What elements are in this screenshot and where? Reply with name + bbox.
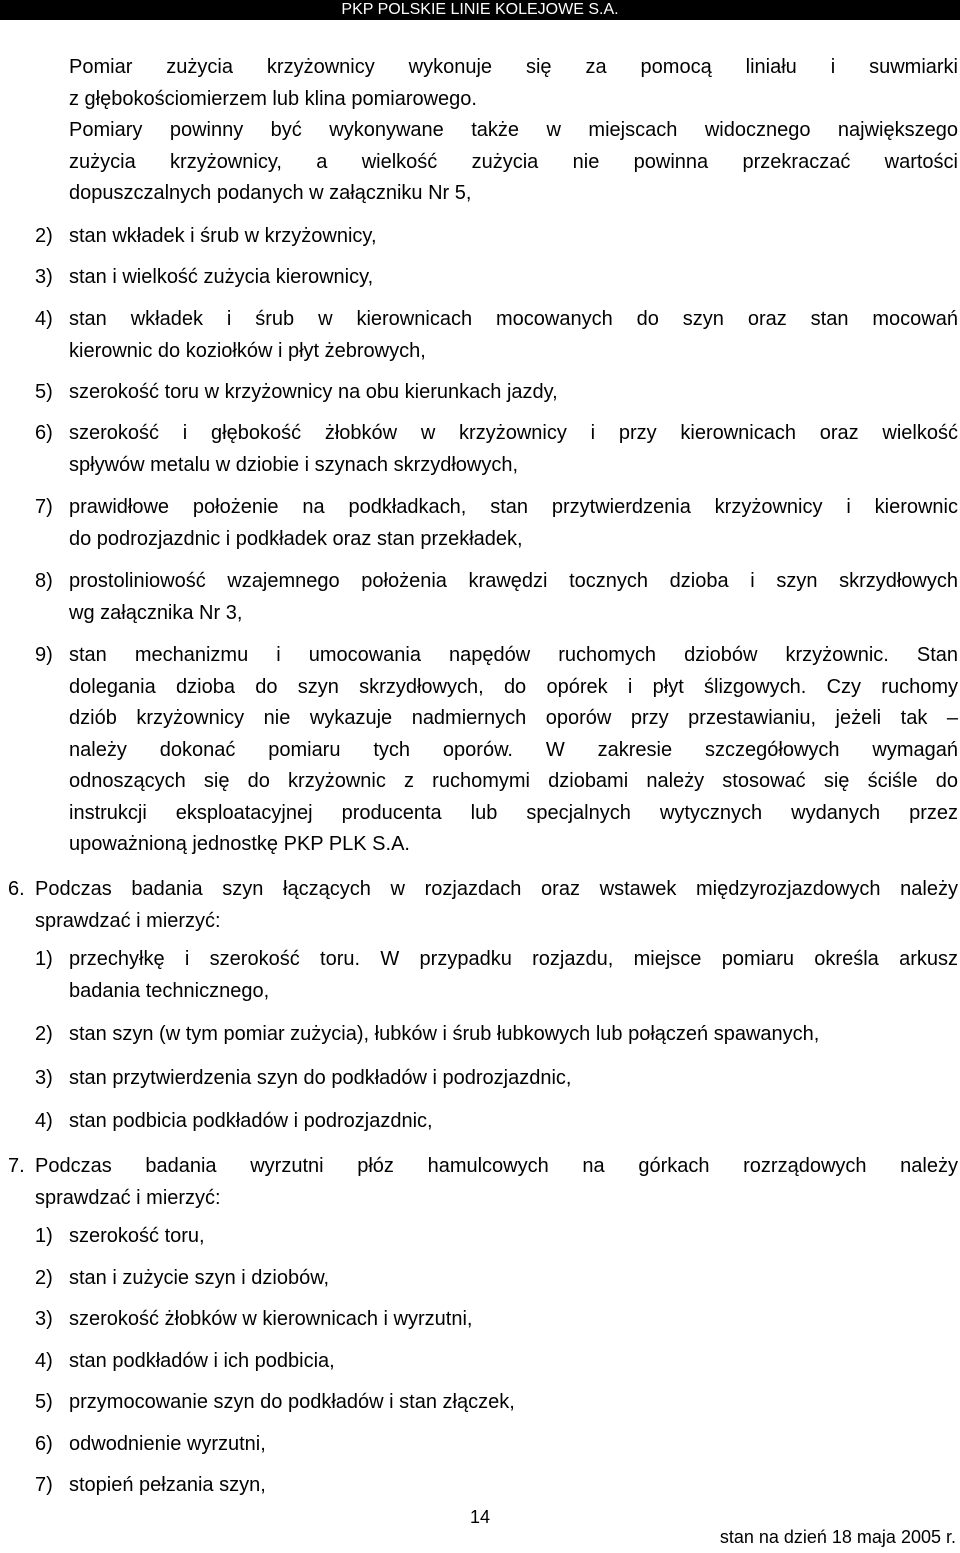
text-line: szerokość toru, bbox=[69, 1225, 205, 1247]
item-number: 1) bbox=[35, 948, 53, 970]
header-title: PKP POLSKIE LINIE KOLEJOWE S.A. bbox=[341, 1, 619, 18]
intro-paragraph bbox=[69, 52, 958, 210]
text-line: Pomiar zużycia krzyżownicy wykonuje się za pomocą liniału i suwmiarki bbox=[69, 56, 958, 78]
item-number: 4) bbox=[35, 1110, 53, 1132]
item-number: 4) bbox=[35, 1350, 53, 1372]
text-line: zużycia krzyżownicy, a wielkość zużycia nie powinna przekraczać wartości bbox=[69, 150, 958, 173]
text-line: Podczas badania wyrzutni płóz hamulcowych na górkach rozrządowych należy bbox=[35, 1155, 958, 1177]
text-line: stan podkładów i ich podbicia, bbox=[69, 1350, 335, 1372]
item-number: 7) bbox=[35, 496, 53, 518]
page-number: 14 bbox=[470, 1507, 491, 1527]
text-line: sprawdzać i mierzyć: bbox=[35, 1186, 221, 1209]
text-line: stan szyn (w tym pomiar zużycia), łubków i śrub łubkowych lub połączeń spawanych, bbox=[69, 1023, 820, 1045]
list-item bbox=[35, 1429, 958, 1461]
text-line: z głębokościomierzem lub klina pomiarowego. bbox=[69, 87, 477, 110]
item-number: 3) bbox=[35, 1308, 53, 1330]
list-item bbox=[35, 1221, 958, 1253]
text-line: kierownic do koziołków i płyt żebrowych, bbox=[69, 339, 426, 362]
item-number: 6) bbox=[35, 422, 53, 444]
list-item bbox=[35, 1304, 958, 1336]
text-line: przechyłkę i szerokość toru. W przypadku rozjazdu, miejsce pomiaru określa arkusz bbox=[69, 948, 958, 970]
list-item bbox=[35, 1019, 958, 1051]
text-line: odnoszących się do krzyżownic z ruchomymi dziobami należy stosować się ściśle do bbox=[69, 770, 958, 792]
list-item bbox=[35, 304, 958, 367]
document-header bbox=[0, 0, 960, 20]
text-line: spływów metalu w dziobie i szynach skrzydłowych, bbox=[69, 453, 519, 476]
item-number: 2) bbox=[35, 1023, 53, 1045]
item-number: 6) bbox=[35, 1433, 53, 1455]
text-line: należy dokonać pomiaru tych oporów. W zakresie szczegółowych wymagań bbox=[69, 738, 958, 761]
list-item bbox=[35, 418, 958, 481]
item-number: 4) bbox=[35, 308, 53, 330]
text-line: badania technicznego, bbox=[69, 979, 270, 1002]
list-item bbox=[35, 492, 958, 555]
list-item bbox=[35, 262, 958, 294]
list-item bbox=[35, 377, 958, 409]
text-line: prawidłowe położenie na podkładkach, stan przytwierdzenia krzyżownicy i kierownic bbox=[69, 496, 958, 518]
text-line: szerokość toru w krzyżownicy na obu kierunkach jazdy, bbox=[69, 381, 558, 403]
list-item bbox=[35, 1346, 958, 1378]
section-number: 7. bbox=[8, 1155, 25, 1177]
revision-date: stan na dzień 18 maja 2005 r. bbox=[719, 1527, 956, 1547]
item-number: 2) bbox=[35, 1267, 53, 1289]
text-line: stan i zużycie szyn i dziobów, bbox=[69, 1267, 330, 1289]
text-line: wg załącznika Nr 3, bbox=[69, 601, 243, 624]
text-line: stan wkładek i śrub w kierownicach mocowanych do szyn oraz stan mocowań bbox=[69, 308, 958, 330]
list-item bbox=[35, 566, 958, 629]
list-item bbox=[35, 1387, 958, 1419]
item-number: 2) bbox=[35, 225, 53, 247]
text-line: instrukcji eksploatacyjnej producenta lub specjalnych wytycznych wydanych przez bbox=[69, 801, 958, 824]
list-item bbox=[35, 640, 958, 861]
text-line: dziób krzyżownicy nie wykazuje nadmiernych oporów przy przestawianiu, jeżeli tak – bbox=[69, 707, 958, 729]
text-line: odwodnienie wyrzutni, bbox=[69, 1433, 266, 1455]
item-number: 3) bbox=[35, 266, 53, 288]
text-line: stan mechanizmu i umocowania napędów ruchomych dziobów krzyżownic. Stan bbox=[69, 644, 958, 666]
text-line: stan podbicia podkładów i podrozjazdnic, bbox=[69, 1110, 433, 1132]
list-item bbox=[35, 221, 958, 253]
item-number: 7) bbox=[35, 1474, 53, 1496]
text-line: przymocowanie szyn do podkładów i stan złączek, bbox=[69, 1391, 515, 1413]
text-line: do podrozjazdnic i podkładek oraz stan przekładek, bbox=[69, 527, 523, 550]
text-line: stopień pełzania szyn, bbox=[69, 1474, 266, 1496]
text-line: stan przytwierdzenia szyn do podkładów i podrozjazdnic, bbox=[69, 1067, 572, 1089]
section-number: 6. bbox=[8, 878, 25, 900]
text-line: stan wkładek i śrub w krzyżownicy, bbox=[69, 225, 377, 247]
item-number: 5) bbox=[35, 381, 53, 403]
item-number: 8) bbox=[35, 570, 53, 592]
list-item bbox=[35, 944, 958, 1007]
item-number: 9) bbox=[35, 644, 53, 666]
text-line: szerokość żłobków w kierownicach i wyrzutni, bbox=[69, 1308, 473, 1330]
text-line: dolegania dzioba do szyn skrzydłowych, do opórek i płyt ślizgowych. Czy ruchomy bbox=[69, 675, 958, 698]
text-line: szerokość i głębokość żłobków w krzyżownicy i przy kierownicach oraz wielkość bbox=[69, 422, 958, 444]
section-6 bbox=[8, 874, 958, 937]
item-number: 3) bbox=[35, 1067, 53, 1089]
item-number: 5) bbox=[35, 1391, 53, 1413]
list-item bbox=[35, 1470, 958, 1502]
text-line: sprawdzać i mierzyć: bbox=[35, 909, 221, 932]
text-line: upoważnioną jednostkę PKP PLK S.A. bbox=[69, 833, 410, 855]
section-7 bbox=[8, 1151, 958, 1214]
item-number: 1) bbox=[35, 1225, 53, 1247]
text-line: stan i wielkość zużycia kierownicy, bbox=[69, 266, 374, 288]
text-line: Pomiary powinny być wykonywane także w miejscach widocznego największego bbox=[69, 119, 958, 141]
list-item bbox=[35, 1263, 958, 1295]
text-line: Podczas badania szyn łączących w rozjazdach oraz wstawek międzyrozjazdowych należy bbox=[35, 878, 958, 900]
text-line: dopuszczalnych podanych w załączniku Nr 5, bbox=[69, 182, 472, 204]
text-line: prostoliniowość wzajemnego położenia krawędzi tocznych dzioba i szyn skrzydłowych bbox=[69, 570, 958, 592]
list-item bbox=[35, 1063, 958, 1095]
list-item bbox=[35, 1106, 958, 1138]
